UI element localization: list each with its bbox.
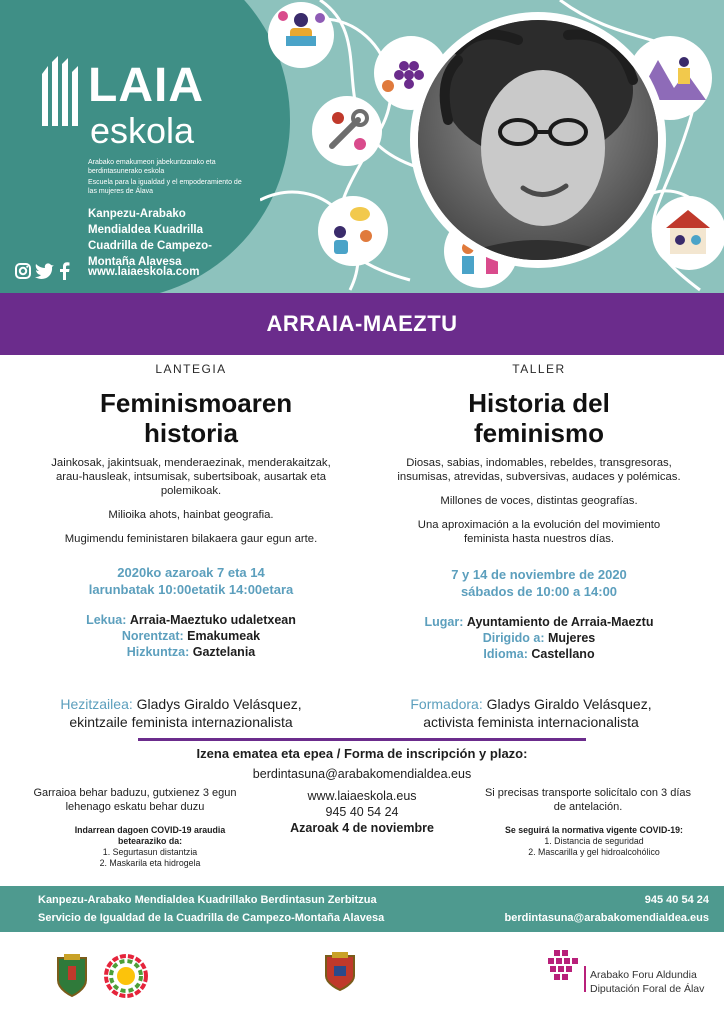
sdg-wheel-icon: [104, 954, 148, 998]
audience-label: Norentzat:: [121, 629, 184, 643]
audience-value: Emakumeak: [187, 629, 261, 643]
covid-item-1-eu: 1. Segurtasun distantzia: [102, 847, 198, 857]
location-band: [0, 293, 724, 355]
arabako-foru-aldundia-logo-icon: [546, 948, 580, 988]
date-line-2: larunbatak 10:00etatik 14:00etara: [88, 582, 294, 597]
language-row-eu: [10, 644, 372, 660]
workshop-desc2-eu: Milioika ahots, hainbat geografia.: [108, 509, 274, 521]
portrait-frame: [410, 12, 666, 268]
workshop-kind-es: TALLER: [512, 362, 566, 376]
trainer-label: Hezitzailea:: [60, 696, 133, 712]
arraia-maeztu-coat-of-arms-icon: [54, 952, 90, 1000]
trainer-role: activista feminista internacionalista: [423, 714, 639, 730]
transport-note-eu: Garraioa behar baduzu, gutxienez 3 egun lehenago eskatu behar duzu: [33, 787, 237, 813]
twitter-icon[interactable]: [35, 262, 55, 280]
covid-note-es: [484, 825, 704, 858]
audience-label: Dirigido a:: [482, 631, 545, 645]
language-row-es: [358, 646, 720, 662]
workshop-dates-eu: [10, 564, 372, 598]
workshop-desc3-eu: Mugimendu feministaren bilakaera gaur egun arte.: [64, 533, 318, 545]
registration-phone[interactable]: 945 40 54 24: [325, 805, 399, 819]
language-label: Idioma:: [483, 647, 528, 661]
language-value: Castellano: [531, 647, 595, 661]
section-divider: [138, 738, 586, 741]
covid-item-1-es: 1. Distancia de seguridad: [544, 836, 644, 846]
trainer-es: [350, 695, 712, 731]
trainer-role: ekintzaile feminista internazionalista: [69, 714, 293, 730]
footer-email[interactable]: berdintasuna@arabakomendialdea.eus: [504, 912, 709, 924]
audience-value: Mujeres: [548, 631, 596, 645]
workshop-desc1-eu: Jainkosak, jakintsuak, menderaezinak, menderakaitzak, arau-hausleak, intsumisak, subertsiboak, ausartak eta polemikoak.: [51, 457, 331, 497]
covid-heading-es: Se seguirá la normativa vigente COVID-19:: [505, 825, 683, 835]
logo-laia: LAIA: [88, 59, 204, 112]
cuadrilla-campezo-coat-of-arms-icon: [324, 952, 356, 992]
transport-note-es: Si precisas transporte solicítalo con 3 días de antelación.: [484, 787, 692, 813]
portrait-photo: [418, 20, 658, 260]
workshop-eu: [10, 362, 372, 660]
date-line-2: sábados de 10:00 a 14:00: [460, 584, 618, 599]
place-value: Ayuntamiento de Arraia-Maeztu: [466, 615, 654, 629]
registration-email[interactable]: berdintasuna@arabakomendialdea.eus: [252, 767, 472, 781]
woman-reading-illustration-icon: [268, 2, 334, 68]
place-row-es: [358, 614, 720, 630]
place-value: Arraia-Maeztuko udaletxean: [129, 613, 296, 627]
covid-note-eu: [40, 825, 260, 869]
place-row-eu: [10, 612, 372, 628]
facebook-icon[interactable]: [58, 262, 70, 280]
header-website[interactable]: www.laiaeskola.com: [88, 266, 200, 278]
tagline-eu: Arabako emakumeon jabekuntzarako eta berdintasunerako eskola: [88, 159, 216, 175]
registration-deadline: Azaroak 4 de noviembre: [290, 821, 434, 835]
workshop-desc1-es: Diosas, sabias, indomables, rebeldes, transgresoras, insumisas, atrevidas, subversivas, audaces y polémicas.: [397, 457, 681, 483]
workshop-desc2-es: Millones de voces, distintas geografías.: [440, 495, 638, 507]
covid-item-2-es: 2. Mascarilla y gel hidroalcohólico: [528, 847, 660, 857]
language-value: Gaztelania: [192, 645, 256, 659]
place-label: Lekua:: [86, 613, 127, 627]
illustration-circle: [652, 196, 724, 270]
language-label: Hizkuntza:: [126, 645, 190, 659]
date-line-1: 2020ko azaroak 7 eta 14: [117, 565, 265, 580]
place-label: Lugar:: [424, 615, 464, 629]
workshop-es: [358, 362, 720, 662]
logo-eskola: eskola: [90, 110, 195, 151]
trainer-name: Gladys Giraldo Velásquez,: [136, 696, 302, 712]
afa-divider: [584, 966, 586, 992]
registration-website[interactable]: www.laiaeskola.eus: [307, 789, 417, 803]
workshop-title-eu: Feminismoaren historia: [100, 388, 293, 448]
trainer-eu: [0, 695, 362, 731]
service-name-eu: Kanpezu-Arabako Mendialdea Kuadrillako Berdintasun Zerbitzua: [38, 894, 377, 906]
social-icons: [14, 262, 70, 280]
illustration-circle: [268, 2, 334, 68]
afa-name: Arabako Foru Aldundia Diputación Foral de Álav: [590, 969, 705, 995]
cuadrilla-name: Kanpezu-Arabako Mendialdea Kuadrilla Cuadrilla de Campezo- Montaña Alavesa: [88, 208, 212, 268]
service-name-es: Servicio de Igualdad de la Cuadrilla de Campezo-Montaña Alavesa: [38, 912, 385, 924]
laia-logo-icon: [38, 56, 84, 128]
wrench-illustration-icon: [312, 96, 382, 166]
house-illustration-icon: [652, 196, 724, 270]
covid-heading-eu: Indarrean dagoen COVID-19 araudia betearaziko da:: [74, 825, 226, 846]
illustration-circle: [318, 196, 388, 266]
covid-item-2-eu: 2. Maskarila eta hidrogela: [99, 858, 201, 868]
instagram-icon[interactable]: [14, 262, 32, 280]
tagline-es: Escuela para la igualdad y el empoderamiento de las mujeres de Álava: [88, 179, 242, 195]
trainer-name: Gladys Giraldo Velásquez,: [486, 696, 652, 712]
location-title: ARRAIA-MAEZTU: [266, 311, 458, 336]
woman-portrait-icon: [418, 20, 658, 260]
workshop-kind-eu: LANTEGIA: [155, 362, 227, 376]
workshop-dates-es: [358, 566, 720, 600]
registration-heading: Izena ematea eta epea / Forma de inscripción y plazo:: [196, 746, 528, 761]
workshop-title-es: Historia del feminismo: [468, 388, 610, 448]
audience-row-es: [358, 630, 720, 646]
registration-contact: [262, 786, 462, 836]
workshop-desc3-es: Una aproximación a la evolución del movimiento feminista hasta nuestros días.: [417, 519, 661, 545]
header-banner: [0, 0, 724, 293]
date-line-1: 7 y 14 de noviembre de 2020: [451, 567, 627, 582]
trainer-label: Formadora:: [410, 696, 483, 712]
illustration-circle: [312, 96, 382, 166]
footer-phone[interactable]: 945 40 54 24: [644, 894, 709, 906]
audience-row-eu: [10, 628, 372, 644]
footer-bar: [0, 886, 724, 932]
speech-bubble-illustration-icon: [318, 196, 388, 266]
